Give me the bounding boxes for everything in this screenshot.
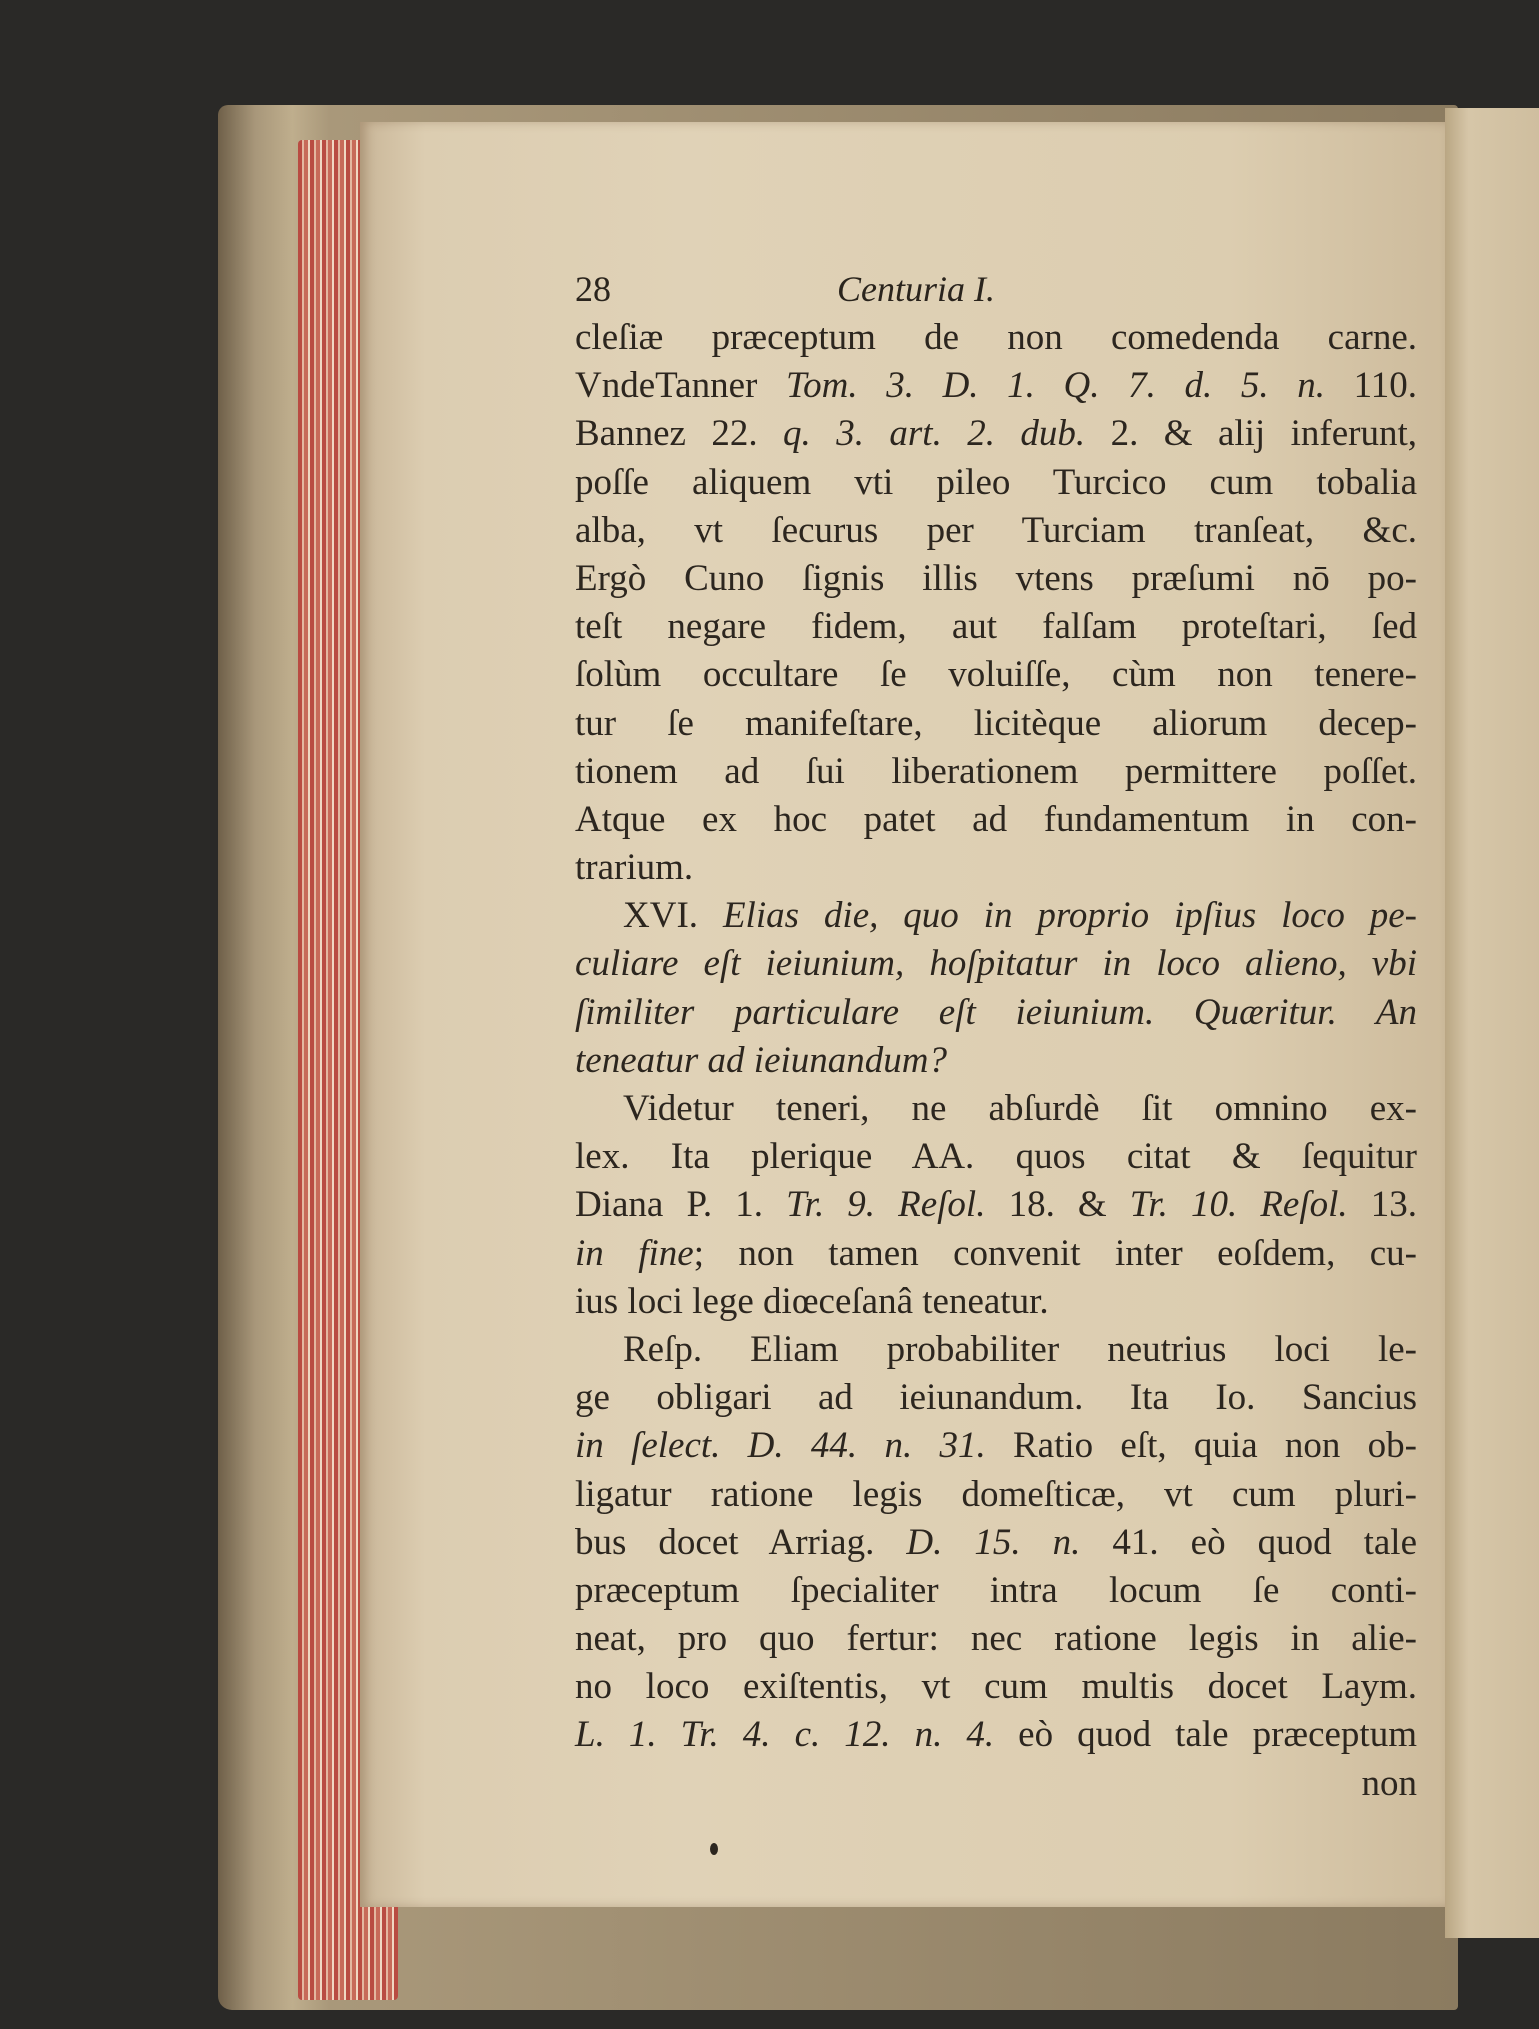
roman-text: 41. eò quod tale	[1080, 1521, 1417, 1563]
text-line	[575, 362, 1417, 410]
roman-text: 2. & alij inferunt,	[1085, 413, 1417, 455]
text-line	[575, 989, 1417, 1037]
text-line	[575, 1711, 1417, 1759]
text-line	[575, 1663, 1417, 1711]
italic-text: Tr. 10. Reſol.	[1129, 1184, 1348, 1226]
roman-text: præceptum ſpecialiter intra locum ſe conti-	[575, 1569, 1417, 1611]
text-line	[575, 940, 1417, 988]
text-line	[575, 748, 1417, 796]
text-line	[575, 1567, 1417, 1615]
roman-text: 110.	[1325, 365, 1417, 407]
text-line	[575, 892, 1417, 940]
text-line	[575, 507, 1417, 555]
running-header	[575, 268, 1415, 316]
italic-text: Elias die, quo in proprio ipſius loco pe-	[722, 895, 1418, 937]
roman-text: Atque ex hoc patet ad fundamentum in con-	[575, 798, 1417, 840]
text-line	[575, 603, 1417, 651]
text-line	[575, 314, 1417, 362]
text-line	[575, 1037, 1417, 1085]
roman-text: ; non tamen convenit inter eoſdem, cu-	[693, 1232, 1417, 1274]
ink-spot	[710, 1843, 718, 1855]
italic-text: in fine	[575, 1232, 694, 1274]
text-line	[575, 459, 1417, 507]
text-line	[575, 1519, 1417, 1567]
roman-text: poſſe aliquem vti pileo Turcico cum tobalia	[575, 461, 1417, 503]
roman-text: Diana P. 1.	[575, 1184, 787, 1226]
roman-text: neat, pro quo fertur: nec ratione legis in alie-	[575, 1618, 1417, 1660]
roman-text: ligatur ratione legis domeſticæ, vt cum pluri-	[575, 1473, 1417, 1515]
roman-text: eò quod tale præceptum	[994, 1714, 1417, 1756]
text-line	[575, 796, 1417, 844]
text-line	[575, 1760, 1417, 1808]
roman-text: non	[1361, 1762, 1417, 1804]
text-line	[575, 1181, 1417, 1229]
roman-text: Videtur teneri, ne abſurdè ſit omnino ex-	[623, 1088, 1417, 1129]
roman-text: ge obligari ad ieiunandum. Ita Io. Sancius	[575, 1377, 1417, 1419]
roman-text: Reſp. Eliam probabiliter neutrius loci le-	[623, 1328, 1417, 1370]
italic-text: L. 1. Tr. 4. c. 12. n. 4.	[575, 1714, 995, 1756]
italic-text: culiare eſt ieiunium, hoſpitatur in loco alieno, vbi	[575, 943, 1417, 985]
roman-text: Bannez 22.	[575, 413, 784, 455]
roman-text: teſt negare fidem, aut falſam proteſtari, ſed	[575, 606, 1417, 648]
running-title: Centuria I.	[837, 269, 995, 309]
text-line	[575, 1422, 1417, 1470]
roman-text: tur ſe manifeſtare, licitèque aliorum decep-	[575, 702, 1417, 744]
text-line	[575, 410, 1417, 458]
text-line	[575, 844, 1417, 892]
roman-text: VndeTanner	[575, 365, 786, 407]
italic-text: in ſelect. D. 44. n. 31.	[575, 1425, 986, 1467]
roman-text: cleſiæ præceptum de non comedenda carne.	[575, 317, 1417, 358]
page-number: 28	[575, 269, 611, 309]
roman-text: XVI.	[623, 895, 723, 937]
text-line	[575, 1326, 1417, 1374]
italic-text: teneatur ad ieiunandum?	[575, 1039, 948, 1081]
roman-text: bus docet Arriag.	[575, 1521, 907, 1563]
text-line	[575, 1230, 1417, 1278]
text-line	[575, 1085, 1417, 1133]
page-body-text	[575, 314, 1417, 1808]
text-line	[575, 700, 1417, 748]
roman-text: ſolùm occultare ſe voluiſſe, cùm non tenere-	[575, 654, 1417, 696]
text-line	[575, 1471, 1417, 1519]
roman-text: no loco exiſtentis, vt cum multis docet Laym.	[575, 1666, 1417, 1708]
text-line	[575, 651, 1417, 699]
italic-text: Tom. 3. D. 1. Q. 7. d. 5. n.	[785, 365, 1325, 407]
roman-text: Ratio eſt, quia non ob-	[985, 1425, 1417, 1467]
roman-text: alba, vt ſecurus per Turciam tranſeat, &c.	[575, 509, 1417, 551]
adjacent-page	[1445, 108, 1539, 1938]
italic-text: ſimiliter particulare eſt ieiunium. Quæritur. An	[575, 991, 1417, 1033]
italic-text: q. 3. art. 2. dub.	[783, 413, 1086, 455]
text-line	[575, 1615, 1417, 1663]
roman-text: 18. &	[985, 1184, 1130, 1226]
text-line	[575, 1278, 1417, 1326]
italic-text: Tr. 9. Reſol.	[786, 1184, 986, 1226]
roman-text: 13.	[1347, 1184, 1418, 1226]
roman-text: Ergò Cuno ſignis illis vtens præſumi nō po-	[575, 557, 1417, 599]
roman-text: ius loci lege diœceſanâ teneatur.	[575, 1280, 1049, 1322]
italic-text: D. 15. n.	[906, 1521, 1081, 1563]
roman-text: tionem ad ſui liberationem permittere poſſet.	[575, 750, 1417, 792]
roman-text: trarium.	[575, 847, 694, 889]
text-line	[575, 1374, 1417, 1422]
text-line	[575, 1133, 1417, 1181]
roman-text: lex. Ita plerique AA. quos citat & ſequitur	[575, 1136, 1417, 1178]
text-line	[575, 555, 1417, 603]
